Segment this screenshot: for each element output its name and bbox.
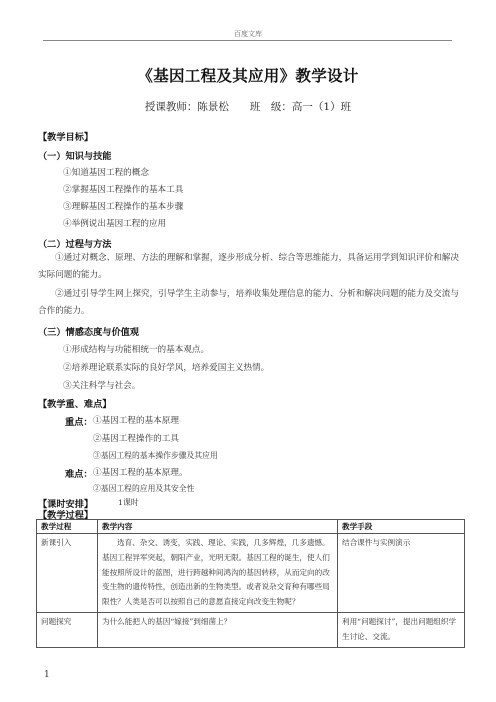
process-method-heading: （二）过程与方法 (38, 239, 112, 250)
stage-cell: 问题探究 (37, 612, 98, 647)
focus-label: 重点： (65, 417, 93, 428)
table-row (37, 534, 465, 613)
column-header: 教学过程 (37, 520, 98, 534)
column-header: 教学内容 (98, 520, 338, 534)
stage-cell: 新课引入 (37, 534, 98, 613)
content-cell: 为什么能把人的基因“嫁接”到细菌上？ (98, 612, 338, 647)
difficulty-item: ①基因工程的基本原理。 (93, 468, 188, 478)
knowledge-item: ①知道基因工程的概念 (63, 168, 149, 178)
attitude-heading: （三）情感态度与价值观 (38, 327, 140, 338)
attitude-item: ①形成结构与功能相统一的基本观点。 (63, 345, 210, 355)
page-number: 1 (44, 670, 50, 680)
objectives-heading: 【教学目标】 (38, 132, 94, 143)
teacher-class-line: 授课教师：陈景松 班 级：高一（1）班 (144, 101, 352, 113)
knowledge-item: ②掌握基因工程操作的基本工具 (63, 185, 184, 195)
page-header: 百度文库 (234, 30, 262, 38)
knowledge-item: ③理解基因工程操作的基本步骤 (63, 202, 184, 212)
focus-item: ②基因工程操作的工具 (93, 434, 179, 444)
focus-item: ①基因工程的基本原理 (93, 416, 179, 426)
means-cell: 结合课件与实例演示 (338, 534, 465, 613)
schedule-heading: 【课时安排】 (38, 499, 94, 510)
header-divider (43, 40, 452, 41)
process-paragraph: ①通过对概念、原理、方法的理解和掌握，逐步形成分析、综合等思维能力，具备运用学到知识评价和解决实际问题的能力。 (38, 253, 459, 280)
process-heading: 【教学过程】 (38, 510, 94, 521)
content-cell: 选育、杂交、诱变，实践、理论、实践，几多辉煌，几多遗憾。基因工程异军突起，朝阳产业，光明无限。基因工程的诞生，使人们能按照所设计的蓝图，进行跨越种间鸿沟的基因转移，从而定向的改变生物的遗传特性，创造出新的生物类型。或者说杂交育种有哪些局限性？人类是否可以按照自己的意愿直接定向改变生物呢？ (98, 534, 338, 613)
table-row (37, 612, 465, 647)
focus-item: ③基因工程的基本操作步骤及其应用 (93, 451, 218, 460)
knowledge-heading: （一）知识与技能 (38, 151, 112, 162)
key-points-heading: 【教学重、难点】 (38, 399, 112, 410)
schedule-value: 1课时 (118, 498, 139, 507)
teaching-process-table (36, 519, 465, 648)
column-header: 教学手段 (338, 520, 465, 534)
attitude-item: ③关注科学与社会。 (63, 381, 141, 391)
means-cell: 利用“问题探讨”，提出问题组织学生讨论、交流。 (338, 612, 465, 647)
document-title: 《基因工程及其应用》教学设计 (137, 67, 359, 85)
attitude-item: ②培养理论联系实际的良好学风，培养爱国主义热情。 (63, 363, 270, 373)
difficulty-label: 难点： (65, 469, 93, 480)
knowledge-item: ④举例说出基因工程的应用 (63, 219, 167, 229)
difficulty-item: ②基因工程的应用及其安全性 (93, 484, 195, 493)
table-header-row (37, 520, 465, 534)
process-paragraph: ②通过引导学生网上探究，引导学生主动参与，培养收集处理信息的能力、分析和解决问题的能力及交流与合作的能力。 (38, 289, 459, 316)
